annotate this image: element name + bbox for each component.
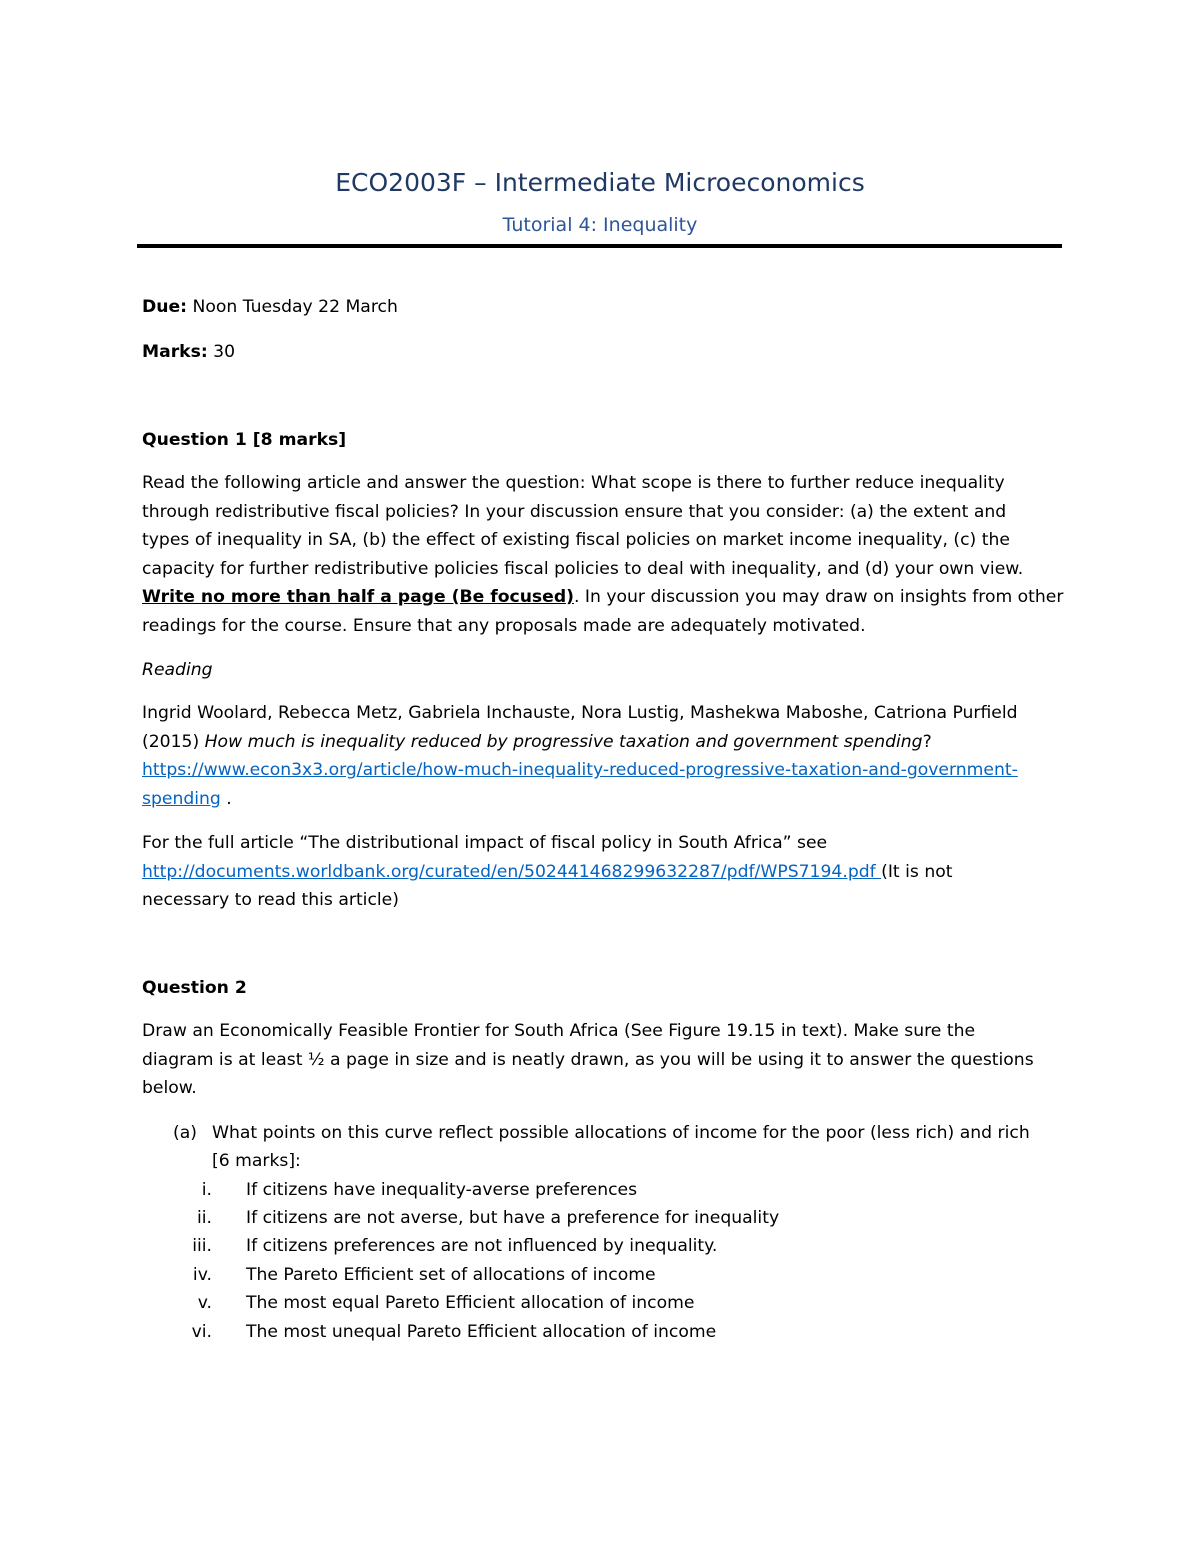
question-2-heading-text: Question 2: [142, 978, 247, 998]
sub-question-text: The most unequal Pareto Efficient allocation of income: [246, 1322, 717, 1342]
q1-line: types of inequality in SA, (b) the effect of existing fiscal policies on market income inequality, (c) the: [142, 530, 1010, 551]
question-1-body: [142, 469, 1062, 641]
sub-question-number: iii.: [192, 1236, 212, 1256]
reference-title: How much is inequality reduced by progressive taxation and government spending: [204, 731, 923, 752]
worldbank-pdf-link[interactable]: http://documents.worldbank.org/curated/en/502441468299632287/pdf/WPS7194.pdf: [142, 861, 882, 882]
q2-line: diagram is at least ½ a page in size and is neatly drawn, as you will be using it to answer the questions: [142, 1049, 1034, 1070]
q2-line: below.: [142, 1078, 197, 1099]
sub-question-number: ii.: [196, 1208, 212, 1228]
due-value: Noon Tuesday 22 March: [187, 297, 398, 317]
full-article-line: For the full article “The distributional impact of fiscal policy in South Africa” see: [142, 833, 828, 853]
q1-line: Read the following article and answer the question: What scope is there to further reduce inequality: [142, 473, 1005, 493]
sub-question-text: If citizens are not averse, but have a preference for inequality: [246, 1208, 780, 1228]
question-1-heading-text: Question 1 [8 marks]: [142, 430, 347, 450]
document-title: ECO2003F – Intermediate Microeconomics: [335, 168, 865, 197]
q1-line-5: [142, 583, 1062, 612]
part-a-line-2: [6 marks]:: [212, 1151, 301, 1171]
reference-title-line: [142, 728, 1062, 757]
q1-line: readings for the course. Ensure that any proposals made are adequately motivated.: [142, 615, 866, 636]
document-subtitle: Tutorial 4: Inequality: [502, 214, 698, 236]
due-label: Due:: [142, 297, 188, 317]
q1-line-5-rest: . In your discussion you may draw on insights from other: [573, 587, 1064, 608]
marks-line: [142, 341, 235, 363]
q1-line: capacity for further redistributive policies fiscal policies to deal with inequality, and (d) your own view.: [142, 558, 1024, 579]
title-divider: [137, 244, 1062, 248]
reading-label: [142, 659, 213, 681]
marks-label: Marks:: [142, 342, 208, 362]
reading-reference: [142, 699, 1062, 813]
reference-link-period: .: [220, 788, 232, 809]
reference-year: (2015): [142, 731, 205, 752]
reference-authors: Ingrid Woolard, Rebecca Metz, Gabriela Inchauste, Nora Lustig, Mashekwa Maboshe, Catriona Purfield: [142, 703, 1018, 723]
sub-question-text: The Pareto Efficient set of allocations of income: [246, 1265, 656, 1285]
econ3x3-article-link-continued[interactable]: spending: [142, 788, 221, 809]
q1-line: through redistributive fiscal policies? In your discussion ensure that you consider: (a) the extent and: [142, 501, 1007, 522]
sub-question-text: The most equal Pareto Efficient allocation of income: [246, 1293, 695, 1313]
full-article-line: necessary to read this article): [142, 890, 399, 911]
reference-link-line-2: [142, 785, 1062, 814]
q2-line: Draw an Economically Feasible Frontier for South Africa (See Figure 19.15 in text). Make sure the: [142, 1021, 976, 1041]
part-a-marker: (a): [173, 1123, 197, 1143]
sub-question-text: If citizens have inequality-averse preferences: [246, 1180, 638, 1200]
question-2-heading: [142, 977, 247, 999]
due-line: [142, 296, 398, 318]
sub-question-number: v.: [197, 1293, 212, 1313]
full-article-paragraph: [142, 829, 1062, 915]
sub-question-number: i.: [201, 1180, 212, 1200]
question-2-body: [142, 1017, 1062, 1103]
reading-label-text: Reading: [142, 660, 213, 680]
sub-question-number: vi.: [191, 1322, 212, 1342]
sub-question-number: iv.: [192, 1265, 212, 1285]
marks-value: 30: [207, 342, 236, 362]
full-article-link-line: [142, 858, 1062, 887]
part-a-line-1: What points on this curve reflect possible allocations of income for the poor (less rich) and rich: [212, 1123, 1030, 1143]
sub-question-text: If citizens preferences are not influenced by inequality.: [246, 1236, 718, 1256]
reference-qmark: ?: [922, 731, 932, 752]
word-limit-instruction: Write no more than half a page (Be focused): [142, 587, 574, 608]
full-article-note: (It is not: [881, 861, 953, 882]
reference-link-line-1: [142, 756, 1062, 785]
econ3x3-article-link[interactable]: https://www.econ3x3.org/article/how-much-inequality-reduced-progressive-taxation-and-government-: [142, 760, 1018, 781]
question-1-heading: [142, 429, 346, 451]
